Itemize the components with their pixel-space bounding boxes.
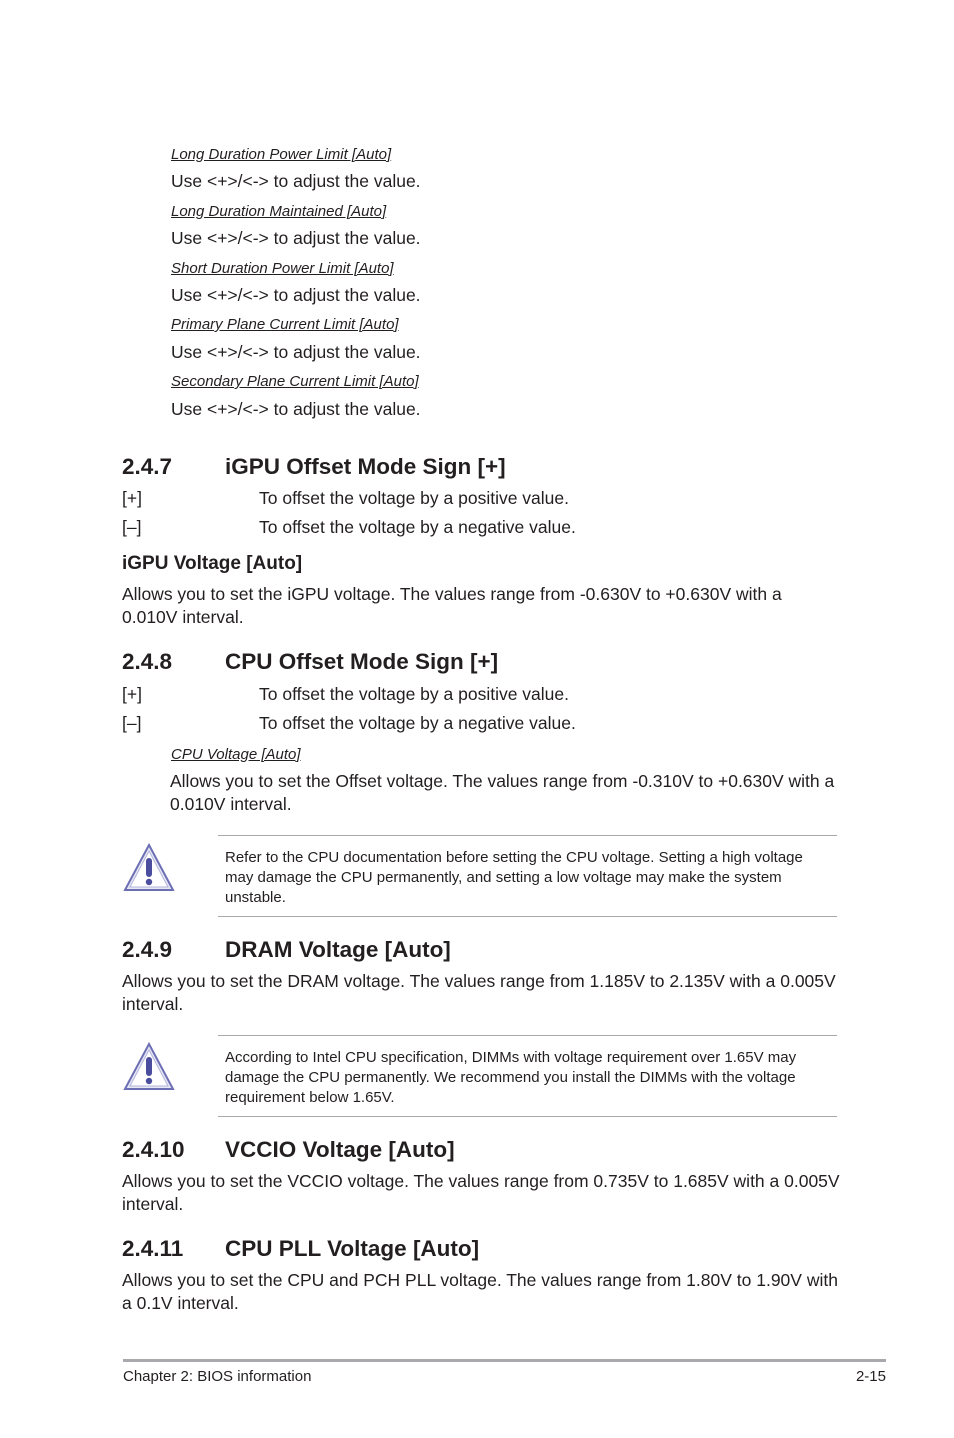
section-number-2-4-8: 2.4.8 [122, 649, 173, 674]
item-title-igpu-voltage: iGPU Voltage [Auto] [122, 553, 303, 574]
option-desc-plus: To offset the voltage by a positive value. [259, 488, 570, 508]
option-desc-plus: To offset the voltage by a positive value. [259, 684, 570, 704]
section-title-cpu-offset-mode-sign: CPU Offset Mode Sign [+] [225, 649, 499, 674]
section-number-2-4-10: 2.4.10 [122, 1137, 185, 1162]
item-desc: Use <+>/<-> to adjust the value. [171, 342, 421, 362]
option-desc-minus: To offset the voltage by a negative value. [259, 517, 576, 537]
section-title-cpu-pll-voltage: CPU PLL Voltage [Auto] [225, 1236, 480, 1261]
item-title-long-duration-power-limit: Long Duration Power Limit [Auto] [171, 146, 392, 163]
option-desc-minus: To offset the voltage by a negative value. [259, 713, 576, 733]
item-desc: Use <+>/<-> to adjust the value. [171, 171, 421, 191]
item-title-long-duration-maintained: Long Duration Maintained [Auto] [171, 203, 387, 220]
note-text: Refer to the CPU documentation before setting the CPU voltage. Setting a high voltage may damage the CPU permanently, and setting a low voltage may make the system unstable. [225, 849, 803, 906]
option-key-plus: [+] [122, 684, 142, 704]
footer-chapter: Chapter 2: BIOS information [123, 1368, 312, 1385]
footer-rule [123, 1359, 886, 1362]
option-key-minus: [–] [122, 713, 142, 733]
item-desc: Use <+>/<-> to adjust the value. [171, 285, 421, 305]
item-title-short-duration-power-limit: Short Duration Power Limit [Auto] [171, 260, 394, 277]
warning-triangle-icon [123, 1041, 175, 1093]
footer-page-number: 2-15 [855, 1368, 886, 1385]
item-title-cpu-voltage: CPU Voltage [Auto] [171, 746, 301, 763]
warning-triangle-icon [123, 842, 175, 894]
section-title-dram-voltage: DRAM Voltage [Auto] [225, 937, 451, 962]
item-desc: Use <+>/<-> to adjust the value. [171, 228, 421, 248]
section-number-2-4-9: 2.4.9 [122, 937, 173, 962]
item-title-primary-plane-current-limit: Primary Plane Current Limit [Auto] [171, 316, 399, 333]
vccio-voltage-description: Allows you to set the VCCIO voltage. The values range from 0.735V to 1.685V with a 0.005V interval. [122, 1171, 840, 1214]
item-title-secondary-plane-current-limit: Secondary Plane Current Limit [Auto] [171, 373, 419, 390]
section-number-2-4-7: 2.4.7 [122, 454, 173, 479]
section-number-2-4-11: 2.4.11 [122, 1236, 184, 1261]
section-title-igpu-offset-mode-sign: iGPU Offset Mode Sign [+] [225, 454, 506, 479]
item-desc: Use <+>/<-> to adjust the value. [171, 399, 421, 419]
section-title-vccio-voltage: VCCIO Voltage [Auto] [225, 1137, 455, 1162]
cpu-pll-voltage-description: Allows you to set the CPU and PCH PLL voltage. The values range from 1.80V to 1.90V with a 0.1V interval. [122, 1270, 838, 1313]
dram-voltage-description: Allows you to set the DRAM voltage. The values range from 1.185V to 2.135V with a 0.005V interval. [122, 971, 836, 1014]
option-key-minus: [–] [122, 517, 142, 537]
igpu-voltage-description: Allows you to set the iGPU voltage. The values range from -0.630V to +0.630V with a 0.010V interval. [122, 584, 782, 627]
option-key-plus: [+] [122, 488, 142, 508]
note-box-cpu-voltage [218, 835, 837, 917]
note-text: According to Intel CPU specification, DIMMs with voltage requirement over 1.65V may damage the CPU permanently. We recommend you install the DIMMs with the voltage requirement below 1.65V. [225, 1049, 797, 1106]
cpu-voltage-description: Allows you to set the Offset voltage. The values range from -0.310V to +0.630V with a 0.010V interval. [170, 771, 835, 814]
note-box-dram-voltage [218, 1035, 837, 1117]
